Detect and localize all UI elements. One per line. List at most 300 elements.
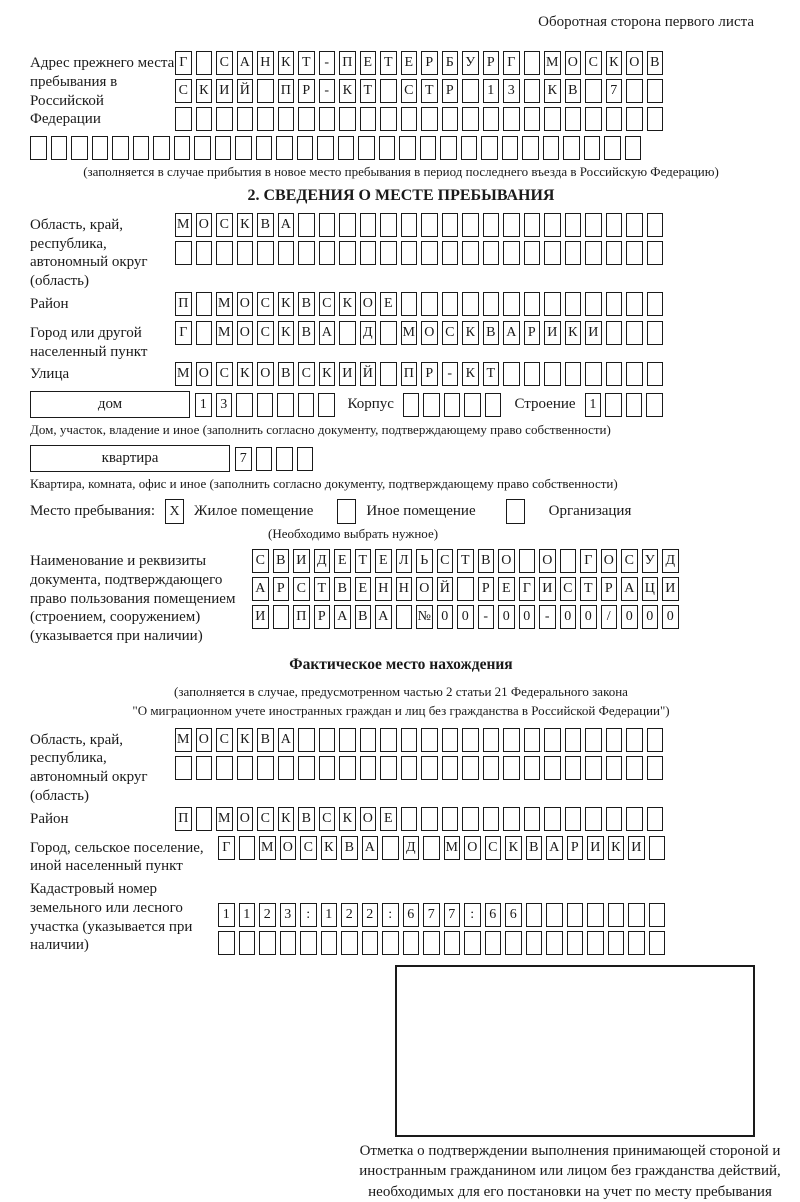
char-box[interactable]: - bbox=[319, 51, 336, 75]
char-box[interactable] bbox=[133, 136, 150, 160]
char-box[interactable] bbox=[483, 756, 500, 780]
char-box[interactable]: : bbox=[300, 903, 317, 927]
char-box[interactable] bbox=[462, 807, 479, 831]
char-box[interactable]: А bbox=[375, 605, 392, 629]
dom-type-box[interactable]: дом bbox=[30, 391, 190, 418]
char-box[interactable] bbox=[585, 756, 602, 780]
char-box[interactable] bbox=[421, 756, 438, 780]
char-box[interactable] bbox=[526, 903, 543, 927]
char-box[interactable] bbox=[318, 393, 335, 417]
char-box[interactable] bbox=[626, 79, 643, 103]
char-box[interactable]: 2 bbox=[362, 903, 379, 927]
char-box[interactable] bbox=[647, 213, 664, 237]
char-box[interactable] bbox=[524, 807, 541, 831]
char-box[interactable]: С bbox=[257, 807, 274, 831]
char-box[interactable] bbox=[277, 393, 294, 417]
char-box[interactable] bbox=[401, 107, 418, 131]
char-box[interactable]: Т bbox=[483, 362, 500, 386]
char-box[interactable] bbox=[444, 393, 461, 417]
char-box[interactable] bbox=[319, 756, 336, 780]
char-box[interactable] bbox=[649, 903, 666, 927]
char-box[interactable]: 7 bbox=[235, 447, 252, 471]
char-box[interactable]: Т bbox=[580, 577, 597, 601]
char-box[interactable]: Т bbox=[314, 577, 331, 601]
char-box[interactable] bbox=[503, 362, 520, 386]
char-box[interactable]: 1 bbox=[321, 903, 338, 927]
char-box[interactable]: 6 bbox=[485, 903, 502, 927]
char-box[interactable]: И bbox=[339, 362, 356, 386]
char-box[interactable]: К bbox=[278, 321, 295, 345]
char-box[interactable]: И bbox=[293, 549, 310, 573]
char-box[interactable] bbox=[585, 292, 602, 316]
char-box[interactable] bbox=[628, 903, 645, 927]
char-box[interactable] bbox=[216, 107, 233, 131]
char-box[interactable]: 0 bbox=[642, 605, 659, 629]
char-box[interactable] bbox=[647, 807, 664, 831]
char-box[interactable] bbox=[647, 756, 664, 780]
char-box[interactable] bbox=[239, 836, 256, 860]
char-box[interactable]: О bbox=[280, 836, 297, 860]
char-box[interactable] bbox=[626, 213, 643, 237]
char-box[interactable] bbox=[278, 241, 295, 265]
char-box[interactable] bbox=[606, 241, 623, 265]
char-box[interactable]: 1 bbox=[483, 79, 500, 103]
char-box[interactable]: С bbox=[585, 51, 602, 75]
char-box[interactable]: С bbox=[216, 51, 233, 75]
char-box[interactable]: В bbox=[278, 362, 295, 386]
char-box[interactable]: П bbox=[175, 807, 192, 831]
char-box[interactable] bbox=[338, 136, 355, 160]
char-box[interactable] bbox=[626, 241, 643, 265]
char-box[interactable] bbox=[362, 931, 379, 955]
char-box[interactable]: 2 bbox=[341, 903, 358, 927]
char-box[interactable]: 0 bbox=[662, 605, 679, 629]
char-box[interactable] bbox=[442, 756, 459, 780]
char-box[interactable] bbox=[442, 241, 459, 265]
char-box[interactable] bbox=[544, 728, 561, 752]
char-box[interactable]: - bbox=[539, 605, 556, 629]
char-box[interactable]: М bbox=[175, 213, 192, 237]
char-box[interactable] bbox=[544, 362, 561, 386]
char-box[interactable] bbox=[647, 107, 664, 131]
char-box[interactable] bbox=[565, 107, 582, 131]
char-box[interactable]: С bbox=[175, 79, 192, 103]
char-box[interactable]: К bbox=[462, 321, 479, 345]
char-box[interactable] bbox=[503, 107, 520, 131]
char-box[interactable]: Д bbox=[314, 549, 331, 573]
char-box[interactable] bbox=[524, 241, 541, 265]
char-box[interactable] bbox=[503, 728, 520, 752]
char-box[interactable] bbox=[481, 136, 498, 160]
char-box[interactable]: К bbox=[237, 213, 254, 237]
char-box[interactable] bbox=[544, 756, 561, 780]
char-box[interactable] bbox=[606, 321, 623, 345]
char-box[interactable] bbox=[403, 393, 420, 417]
char-box[interactable] bbox=[235, 136, 252, 160]
char-box[interactable]: И bbox=[587, 836, 604, 860]
char-box[interactable] bbox=[626, 756, 643, 780]
char-box[interactable]: № bbox=[416, 605, 433, 629]
char-box[interactable]: Г bbox=[175, 51, 192, 75]
char-box[interactable]: С bbox=[298, 362, 315, 386]
char-box[interactable]: 1 bbox=[239, 903, 256, 927]
char-box[interactable]: 3 bbox=[503, 79, 520, 103]
char-box[interactable]: Г bbox=[503, 51, 520, 75]
checkbox-zhiloe-pomeshchenie[interactable]: X bbox=[165, 499, 184, 524]
char-box[interactable] bbox=[464, 393, 481, 417]
char-box[interactable]: Р bbox=[442, 79, 459, 103]
char-box[interactable] bbox=[649, 931, 666, 955]
char-box[interactable] bbox=[339, 107, 356, 131]
char-box[interactable] bbox=[565, 292, 582, 316]
char-box[interactable] bbox=[339, 241, 356, 265]
char-box[interactable]: К bbox=[319, 362, 336, 386]
char-box[interactable] bbox=[626, 107, 643, 131]
char-box[interactable] bbox=[360, 728, 377, 752]
char-box[interactable]: А bbox=[334, 605, 351, 629]
char-box[interactable] bbox=[360, 241, 377, 265]
char-box[interactable] bbox=[339, 756, 356, 780]
char-box[interactable]: С bbox=[216, 362, 233, 386]
char-box[interactable]: М bbox=[259, 836, 276, 860]
char-box[interactable] bbox=[423, 836, 440, 860]
char-box[interactable]: П bbox=[293, 605, 310, 629]
char-box[interactable]: К bbox=[339, 807, 356, 831]
char-box[interactable]: Т bbox=[355, 549, 372, 573]
char-box[interactable] bbox=[401, 807, 418, 831]
char-box[interactable] bbox=[462, 213, 479, 237]
char-box[interactable]: П bbox=[175, 292, 192, 316]
char-box[interactable] bbox=[461, 136, 478, 160]
char-box[interactable]: В bbox=[257, 213, 274, 237]
char-box[interactable] bbox=[649, 836, 666, 860]
char-box[interactable]: Т bbox=[421, 79, 438, 103]
char-box[interactable]: А bbox=[278, 213, 295, 237]
char-box[interactable] bbox=[440, 136, 457, 160]
char-box[interactable]: 6 bbox=[403, 903, 420, 927]
char-box[interactable]: М bbox=[401, 321, 418, 345]
char-box[interactable]: П bbox=[401, 362, 418, 386]
char-box[interactable]: К bbox=[544, 79, 561, 103]
char-box[interactable]: С bbox=[216, 213, 233, 237]
char-box[interactable] bbox=[196, 241, 213, 265]
char-box[interactable] bbox=[423, 931, 440, 955]
char-box[interactable]: О bbox=[196, 362, 213, 386]
char-box[interactable]: П bbox=[278, 79, 295, 103]
char-box[interactable]: Б bbox=[442, 51, 459, 75]
char-box[interactable] bbox=[524, 728, 541, 752]
char-box[interactable] bbox=[276, 136, 293, 160]
char-box[interactable] bbox=[175, 756, 192, 780]
char-box[interactable] bbox=[606, 107, 623, 131]
char-box[interactable] bbox=[300, 931, 317, 955]
char-box[interactable]: С bbox=[293, 577, 310, 601]
char-box[interactable] bbox=[565, 807, 582, 831]
char-box[interactable] bbox=[485, 393, 502, 417]
char-box[interactable] bbox=[319, 213, 336, 237]
char-box[interactable] bbox=[626, 362, 643, 386]
char-box[interactable]: К bbox=[505, 836, 522, 860]
char-box[interactable] bbox=[483, 807, 500, 831]
char-box[interactable] bbox=[216, 756, 233, 780]
char-box[interactable] bbox=[524, 756, 541, 780]
char-box[interactable]: О bbox=[498, 549, 515, 573]
char-box[interactable] bbox=[297, 136, 314, 160]
char-box[interactable]: Е bbox=[380, 292, 397, 316]
char-box[interactable] bbox=[442, 807, 459, 831]
char-box[interactable]: С bbox=[319, 292, 336, 316]
char-box[interactable] bbox=[606, 213, 623, 237]
char-box[interactable]: О bbox=[237, 807, 254, 831]
char-box[interactable] bbox=[298, 213, 315, 237]
char-box[interactable] bbox=[382, 931, 399, 955]
char-box[interactable] bbox=[321, 931, 338, 955]
char-box[interactable]: 0 bbox=[457, 605, 474, 629]
char-box[interactable]: К bbox=[606, 51, 623, 75]
char-box[interactable] bbox=[421, 292, 438, 316]
char-box[interactable]: Р bbox=[483, 51, 500, 75]
char-box[interactable] bbox=[380, 107, 397, 131]
char-box[interactable] bbox=[585, 362, 602, 386]
char-box[interactable] bbox=[196, 321, 213, 345]
char-box[interactable] bbox=[194, 136, 211, 160]
char-box[interactable] bbox=[237, 241, 254, 265]
char-box[interactable] bbox=[462, 728, 479, 752]
char-box[interactable]: Р bbox=[273, 577, 290, 601]
char-box[interactable]: Е bbox=[498, 577, 515, 601]
char-box[interactable] bbox=[524, 107, 541, 131]
char-box[interactable] bbox=[257, 107, 274, 131]
char-box[interactable]: С bbox=[252, 549, 269, 573]
char-box[interactable]: И bbox=[662, 577, 679, 601]
char-box[interactable] bbox=[51, 136, 68, 160]
char-box[interactable] bbox=[273, 605, 290, 629]
char-box[interactable] bbox=[563, 136, 580, 160]
char-box[interactable] bbox=[584, 136, 601, 160]
char-box[interactable]: 7 bbox=[606, 79, 623, 103]
char-box[interactable] bbox=[606, 362, 623, 386]
char-box[interactable]: Д bbox=[662, 549, 679, 573]
char-box[interactable]: Г bbox=[580, 549, 597, 573]
char-box[interactable]: Ь bbox=[416, 549, 433, 573]
char-box[interactable] bbox=[257, 756, 274, 780]
char-box[interactable]: К bbox=[339, 292, 356, 316]
char-box[interactable]: С bbox=[401, 79, 418, 103]
char-box[interactable] bbox=[565, 728, 582, 752]
char-box[interactable]: К bbox=[278, 51, 295, 75]
char-box[interactable]: Т bbox=[457, 549, 474, 573]
char-box[interactable] bbox=[196, 51, 213, 75]
char-box[interactable] bbox=[585, 213, 602, 237]
char-box[interactable] bbox=[587, 931, 604, 955]
char-box[interactable] bbox=[457, 577, 474, 601]
char-box[interactable]: Л bbox=[396, 549, 413, 573]
char-box[interactable]: В bbox=[565, 79, 582, 103]
char-box[interactable]: М bbox=[544, 51, 561, 75]
char-box[interactable] bbox=[462, 241, 479, 265]
char-box[interactable] bbox=[522, 136, 539, 160]
char-box[interactable]: О bbox=[416, 577, 433, 601]
char-box[interactable] bbox=[257, 393, 274, 417]
char-box[interactable]: Р bbox=[601, 577, 618, 601]
char-box[interactable] bbox=[483, 728, 500, 752]
char-box[interactable] bbox=[626, 393, 643, 417]
char-box[interactable] bbox=[442, 292, 459, 316]
char-box[interactable] bbox=[421, 107, 438, 131]
char-box[interactable]: Г bbox=[218, 836, 235, 860]
char-box[interactable] bbox=[380, 213, 397, 237]
char-box[interactable]: И bbox=[539, 577, 556, 601]
char-box[interactable]: М bbox=[216, 807, 233, 831]
char-box[interactable]: С bbox=[442, 321, 459, 345]
char-box[interactable] bbox=[628, 931, 645, 955]
char-box[interactable]: Н bbox=[396, 577, 413, 601]
char-box[interactable]: Т bbox=[298, 51, 315, 75]
char-box[interactable] bbox=[483, 107, 500, 131]
char-box[interactable] bbox=[317, 136, 334, 160]
char-box[interactable] bbox=[358, 136, 375, 160]
char-box[interactable] bbox=[647, 321, 664, 345]
checkbox-organizatsiya[interactable] bbox=[506, 499, 525, 524]
char-box[interactable]: А bbox=[237, 51, 254, 75]
char-box[interactable] bbox=[341, 931, 358, 955]
char-box[interactable] bbox=[565, 241, 582, 265]
char-box[interactable]: О bbox=[237, 321, 254, 345]
char-box[interactable] bbox=[647, 241, 664, 265]
char-box[interactable] bbox=[319, 107, 336, 131]
char-box[interactable]: 0 bbox=[560, 605, 577, 629]
char-box[interactable] bbox=[462, 292, 479, 316]
char-box[interactable]: 3 bbox=[216, 393, 233, 417]
char-box[interactable] bbox=[196, 756, 213, 780]
char-box[interactable] bbox=[483, 213, 500, 237]
char-box[interactable] bbox=[298, 756, 315, 780]
char-box[interactable] bbox=[442, 213, 459, 237]
char-box[interactable] bbox=[462, 107, 479, 131]
char-box[interactable] bbox=[503, 213, 520, 237]
char-box[interactable]: О bbox=[237, 292, 254, 316]
char-box[interactable] bbox=[360, 107, 377, 131]
char-box[interactable]: О bbox=[539, 549, 556, 573]
char-box[interactable] bbox=[626, 321, 643, 345]
char-box[interactable]: 7 bbox=[444, 903, 461, 927]
char-box[interactable]: И bbox=[252, 605, 269, 629]
char-box[interactable]: А bbox=[252, 577, 269, 601]
char-box[interactable]: С bbox=[216, 728, 233, 752]
checkbox-inoe-pomeshchenie[interactable] bbox=[337, 499, 356, 524]
char-box[interactable] bbox=[646, 393, 663, 417]
char-box[interactable]: С bbox=[560, 577, 577, 601]
char-box[interactable] bbox=[483, 292, 500, 316]
char-box[interactable] bbox=[278, 107, 295, 131]
char-box[interactable] bbox=[502, 136, 519, 160]
char-box[interactable] bbox=[236, 393, 253, 417]
char-box[interactable]: К bbox=[321, 836, 338, 860]
char-box[interactable]: К bbox=[278, 292, 295, 316]
char-box[interactable] bbox=[257, 241, 274, 265]
char-box[interactable]: Г bbox=[519, 577, 536, 601]
char-box[interactable] bbox=[174, 136, 191, 160]
char-box[interactable]: Ц bbox=[642, 577, 659, 601]
char-box[interactable]: В bbox=[483, 321, 500, 345]
char-box[interactable]: В bbox=[355, 605, 372, 629]
char-box[interactable] bbox=[30, 136, 47, 160]
char-box[interactable]: В bbox=[526, 836, 543, 860]
char-box[interactable] bbox=[421, 213, 438, 237]
char-box[interactable]: 0 bbox=[437, 605, 454, 629]
char-box[interactable]: 1 bbox=[218, 903, 235, 927]
char-box[interactable]: О bbox=[360, 292, 377, 316]
char-box[interactable]: А bbox=[621, 577, 638, 601]
char-box[interactable]: Й bbox=[360, 362, 377, 386]
char-box[interactable]: И bbox=[628, 836, 645, 860]
char-box[interactable]: В bbox=[273, 549, 290, 573]
char-box[interactable]: О bbox=[626, 51, 643, 75]
char-box[interactable] bbox=[380, 756, 397, 780]
char-box[interactable]: Р bbox=[524, 321, 541, 345]
char-box[interactable]: О bbox=[196, 728, 213, 752]
char-box[interactable]: Е bbox=[360, 51, 377, 75]
char-box[interactable]: С bbox=[257, 292, 274, 316]
char-box[interactable] bbox=[298, 241, 315, 265]
char-box[interactable] bbox=[544, 292, 561, 316]
char-box[interactable] bbox=[647, 728, 664, 752]
char-box[interactable]: М bbox=[175, 362, 192, 386]
char-box[interactable] bbox=[544, 107, 561, 131]
char-box[interactable]: 1 bbox=[195, 393, 212, 417]
char-box[interactable]: Е bbox=[380, 807, 397, 831]
char-box[interactable] bbox=[92, 136, 109, 160]
char-box[interactable]: У bbox=[642, 549, 659, 573]
char-box[interactable]: Т bbox=[380, 51, 397, 75]
char-box[interactable]: М bbox=[216, 321, 233, 345]
char-box[interactable]: С bbox=[621, 549, 638, 573]
char-box[interactable] bbox=[215, 136, 232, 160]
char-box[interactable] bbox=[647, 362, 664, 386]
char-box[interactable] bbox=[519, 549, 536, 573]
char-box[interactable] bbox=[587, 903, 604, 927]
char-box[interactable] bbox=[444, 931, 461, 955]
char-box[interactable] bbox=[401, 213, 418, 237]
char-box[interactable] bbox=[442, 107, 459, 131]
char-box[interactable] bbox=[560, 549, 577, 573]
char-box[interactable]: М bbox=[444, 836, 461, 860]
char-box[interactable] bbox=[503, 756, 520, 780]
char-box[interactable] bbox=[544, 213, 561, 237]
char-box[interactable] bbox=[360, 213, 377, 237]
char-box[interactable] bbox=[565, 213, 582, 237]
char-box[interactable] bbox=[297, 447, 314, 471]
char-box[interactable] bbox=[606, 292, 623, 316]
char-box[interactable] bbox=[626, 807, 643, 831]
char-box[interactable] bbox=[276, 447, 293, 471]
char-box[interactable] bbox=[442, 728, 459, 752]
char-box[interactable] bbox=[239, 931, 256, 955]
char-box[interactable] bbox=[298, 728, 315, 752]
char-box[interactable] bbox=[71, 136, 88, 160]
char-box[interactable] bbox=[237, 756, 254, 780]
char-box[interactable]: В bbox=[298, 321, 315, 345]
char-box[interactable] bbox=[421, 807, 438, 831]
char-box[interactable] bbox=[544, 241, 561, 265]
char-box[interactable] bbox=[608, 931, 625, 955]
char-box[interactable] bbox=[503, 292, 520, 316]
char-box[interactable]: Р bbox=[421, 51, 438, 75]
char-box[interactable] bbox=[503, 241, 520, 265]
char-box[interactable] bbox=[524, 79, 541, 103]
char-box[interactable] bbox=[237, 107, 254, 131]
char-box[interactable]: 6 bbox=[505, 903, 522, 927]
